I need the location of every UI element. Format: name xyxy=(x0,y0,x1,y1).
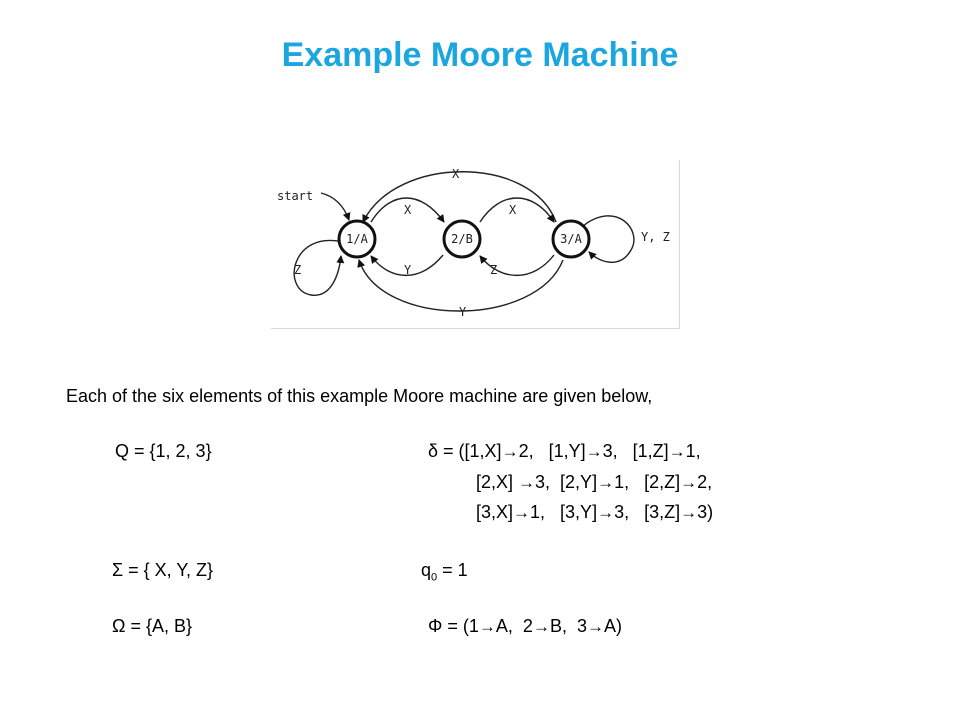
state-2-label: 2/B xyxy=(451,232,473,246)
arrow-icon: → xyxy=(518,473,536,492)
intro-text: Each of the six elements of this example Moore machine are given below, xyxy=(66,386,653,406)
edge-x-3-to-1 xyxy=(363,172,556,222)
edge-label-z-3-2: Z xyxy=(490,263,498,277)
edge-z-loop-1 xyxy=(294,240,343,295)
omega-set: Ω = {A, B} xyxy=(112,616,193,636)
arrow-icon: → xyxy=(532,617,550,636)
q0-start-state: $q_0 = 1$ xyxy=(421,560,468,584)
phi-symbol: Φ xyxy=(428,616,443,636)
edge-label-yz-loop-3: Y, Z xyxy=(641,230,670,244)
arrow-icon: → xyxy=(501,442,519,461)
arrow-icon: → xyxy=(597,473,615,492)
edge-label-y-3-1: Y xyxy=(459,305,467,319)
arrow-icon: → xyxy=(680,503,698,522)
state-3-label: 3/A xyxy=(560,232,582,246)
edge-label-x-1-2: X xyxy=(404,203,412,217)
arrow-icon: → xyxy=(597,503,615,522)
delta-line-3: [3,X]→1, [3,Y]→3, [3,Z]→3) xyxy=(476,502,714,522)
state-diagram-svg xyxy=(271,160,679,328)
arrow-icon: → xyxy=(513,503,531,522)
phi-output-map: Φ = (1→A, 2→B, 3→A) xyxy=(428,616,622,636)
sigma-symbol: Σ xyxy=(112,560,124,580)
page-title: Example Moore Machine xyxy=(281,36,679,74)
edge-label-y-2-1: Y xyxy=(404,263,412,277)
edge-label-x-2-3: X xyxy=(509,203,517,217)
delta-line-2: [2,X] →3, [2,Y]→1, [2,Z]→2, xyxy=(476,472,713,492)
delta-symbol: δ xyxy=(428,441,439,461)
sigma-set: Σ = { X, Y, Z} xyxy=(112,560,214,580)
arrow-icon: → xyxy=(680,473,698,492)
arrow-icon: → xyxy=(668,442,686,461)
q-set: Q = {1, 2, 3} xyxy=(115,441,212,461)
arrow-icon: → xyxy=(478,617,496,636)
omega-symbol: Ω xyxy=(112,616,126,636)
state-1-label: 1/A xyxy=(346,232,368,246)
edge-label-x-3-1: X xyxy=(452,167,460,181)
start-label: start xyxy=(277,189,314,203)
edge-yz-loop-3 xyxy=(583,216,634,262)
delta-line-1: δ = ([1,X]→2, [1,Y]→3, [1,Z]→1, xyxy=(428,441,701,461)
arrow-icon: → xyxy=(585,442,603,461)
arrow-icon: → xyxy=(586,617,604,636)
state-diagram xyxy=(271,160,680,329)
edge-y-3-to-1 xyxy=(359,260,563,311)
start-arrow xyxy=(321,193,349,220)
edge-label-z-loop-1: Z xyxy=(294,263,302,277)
